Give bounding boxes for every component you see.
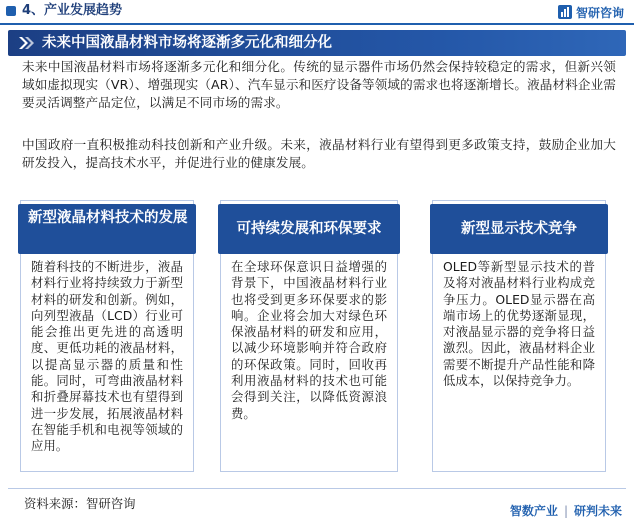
brand	[557, 3, 624, 21]
slogan-separator: |	[563, 503, 568, 518]
card-body: OLED等新型显示技术的普及将对液晶材料行业构成竞争压力。OLED显示器在高端市场上的优势逐渐显现，对液晶显示器的竞争将日益激烈。因此，液晶材料企业需要不断提升产品性能和降低成本，以保持竞争力。	[443, 259, 595, 389]
banner-title: 未来中国液晶材料市场将逐渐多元化和细分化	[42, 35, 332, 51]
brand-logo-icon	[557, 4, 573, 20]
card-title: 新型显示技术竞争	[430, 204, 608, 254]
card-body: 随着科技的不断进步，液晶材料行业将持续致力于新型材料的研发和创新。例如，向列型液晶（LCD）行业可能会推出更先进的高透明度、更低功耗的液晶材料，以提高显示器的质量和性能。同时，可弯曲液晶材料和折叠屏幕技术也有望得到进一步发展，拓展液晶材料在智能手机和电视等领域的应用。	[31, 259, 183, 454]
footer-slogan	[510, 502, 622, 519]
top-divider	[0, 23, 634, 25]
footer	[0, 488, 634, 524]
data-source: 资料来源：智研咨询	[24, 496, 136, 511]
card-title: 新型液晶材料技术的发展	[18, 204, 196, 254]
card-body: 在全球环保意识日益增强的背景下，中国液晶材料行业也将受到更多环保要求的影响。企业将会加大对绿色环保液晶材料的研发和应用，以减少环境影响并符合政府的环保政策。同时，回收再利用液晶材料的技术也可能会得到关注，以降低资源浪费。	[231, 259, 387, 421]
top-bar	[0, 0, 634, 24]
card-display-competition	[432, 200, 606, 472]
footer-divider	[8, 488, 626, 489]
section-title: 4、产业发展趋势	[22, 3, 123, 18]
slogan-left: 智数产业	[509, 504, 558, 518]
banner	[8, 30, 626, 56]
card-sustainability	[220, 200, 398, 472]
section-bullet-icon	[6, 6, 16, 16]
double-chevron-icon	[18, 36, 34, 50]
brand-name: 智研咨询	[575, 5, 624, 20]
intro-paragraph: 未来中国液晶材料市场将逐渐多元化和细分化。传统的显示器件市场仍然会保持较稳定的需求，但新兴领域如虚拟现实（VR）、增强现实（AR）、汽车显示和医疗设备等领域的需求也将逐渐增长。液晶材料企业需要灵活调整产品定位，以满足不同市场的需求。	[22, 59, 616, 110]
card-new-material-tech	[20, 200, 194, 472]
slogan-right: 研判未来	[573, 504, 622, 518]
card-title: 可持续发展和环保要求	[218, 204, 400, 254]
policy-paragraph: 中国政府一直积极推动科技创新和产业升级。未来，液晶材料行业有望得到更多政策支持，鼓励企业加大研发投入，提高技术水平，并促进行业的健康发展。	[22, 137, 616, 170]
